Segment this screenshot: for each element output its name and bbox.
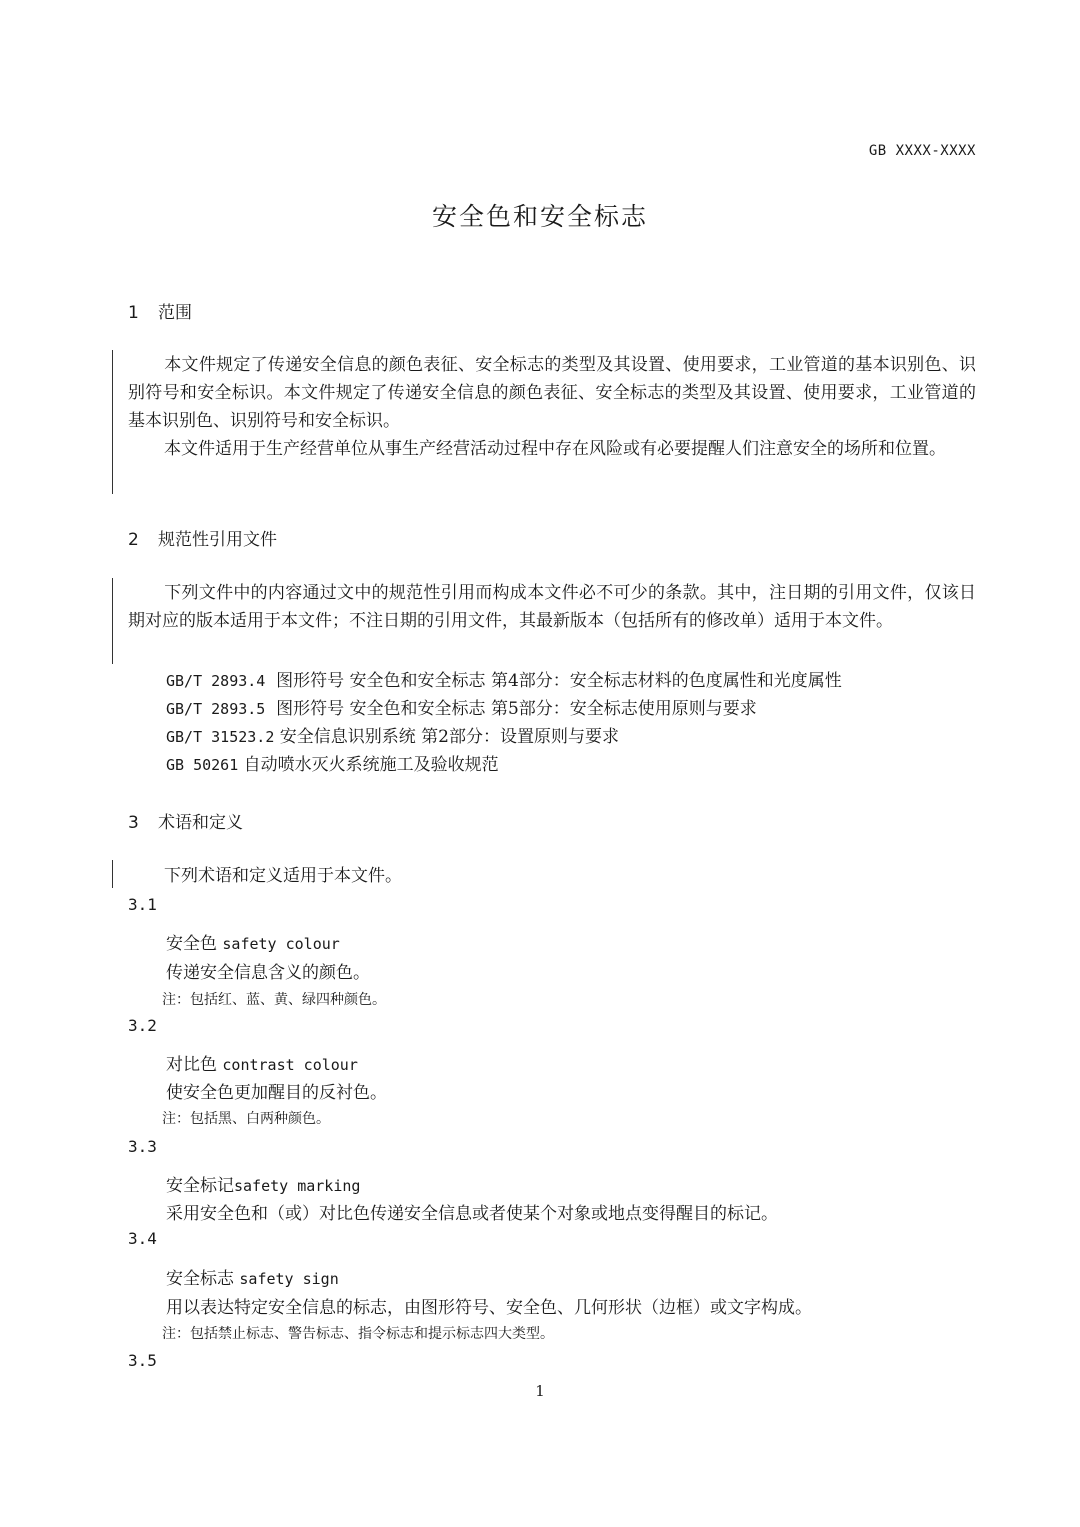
term-name: 安全标志 safety sign (166, 1269, 339, 1289)
term-definition: 使安全色更加醒目的反衬色。 (166, 1083, 387, 1103)
section-number: 1 (128, 303, 139, 323)
page-number: 1 (535, 1382, 545, 1400)
section-1-heading (128, 298, 192, 323)
change-bar (112, 350, 113, 494)
section-title: 规范性引用文件 (158, 530, 277, 550)
section-3-heading (128, 808, 243, 833)
term-name: 安全色 safety colour (166, 934, 340, 954)
scope-paragraph-2: 本文件适用于生产经营单位从事生产经营活动过程中存在风险或有必要提醒人们注意安全的场所和位置。 (164, 439, 946, 459)
term-note: 注：包括黑、白两种颜色。 (162, 1111, 330, 1127)
reference-item: GB/T 2893.5 图形符号 安全色和安全标志 第5部分：安全标志使用原则与要求 (166, 699, 757, 719)
term-number: 3.3 (128, 1137, 157, 1156)
section-2-heading (128, 525, 277, 550)
term-definition: 用以表达特定安全信息的标志，由图形符号、安全色、几何形状（边框）或文字构成。 (166, 1298, 812, 1318)
term-number: 3.5 (128, 1351, 157, 1370)
term-name: 安全标记safety marking (166, 1176, 361, 1196)
term-definition: 采用安全色和（或）对比色传递安全信息或者使某个对象或地点变得醒目的标记。 (166, 1204, 778, 1224)
change-bar (112, 860, 113, 888)
document-title: 安全色和安全标志 (431, 202, 648, 231)
section-number: 2 (128, 530, 139, 550)
term-note: 注：包括禁止标志、警告标志、指令标志和提示标志四大类型。 (162, 1326, 554, 1342)
reference-item: GB 50261 自动喷水灭火系统施工及验收规范 (166, 755, 499, 775)
change-bar (112, 578, 113, 664)
terms-intro: 下列术语和定义适用于本文件。 (164, 866, 402, 886)
term-number: 3.4 (128, 1229, 157, 1248)
term-name: 对比色 contrast colour (166, 1055, 358, 1075)
section-number: 3 (128, 813, 139, 833)
reference-item: GB/T 31523.2 安全信息识别系统 第2部分：设置原则与要求 (166, 727, 620, 747)
section-title: 术语和定义 (158, 813, 243, 833)
standard-code: GB XXXX-XXXX (868, 143, 976, 159)
term-definition: 传递安全信息含义的颜色。 (166, 963, 370, 983)
term-number: 3.2 (128, 1016, 157, 1035)
term-number: 3.1 (128, 895, 157, 914)
term-note: 注：包括红、蓝、黄、绿四种颜色。 (162, 992, 386, 1008)
section-title: 范围 (158, 303, 192, 323)
reference-item: GB/T 2893.4 图形符号 安全色和安全标志 第4部分：安全标志材料的色度属性和光度属性 (166, 671, 842, 691)
normative-references-paragraph: 下列文件中的内容通过文中的规范性引用而构成本文件必不可少的条款。其中，注日期的引用文件，仅该日期对应的版本适用于本文件；不注日期的引用文件，其最新版本（包括所有的修改单）适用于本文件。 (128, 583, 976, 631)
scope-paragraph-1: 本文件规定了传递安全信息的颜色表征、安全标志的类型及其设置、使用要求，工业管道的基本识别色、识别符号和安全标识。本文件规定了传递安全信息的颜色表征、安全标志的类型及其设置、使用要求，工业管道的基本识别色、识别符号和安全标识。 (128, 355, 976, 431)
